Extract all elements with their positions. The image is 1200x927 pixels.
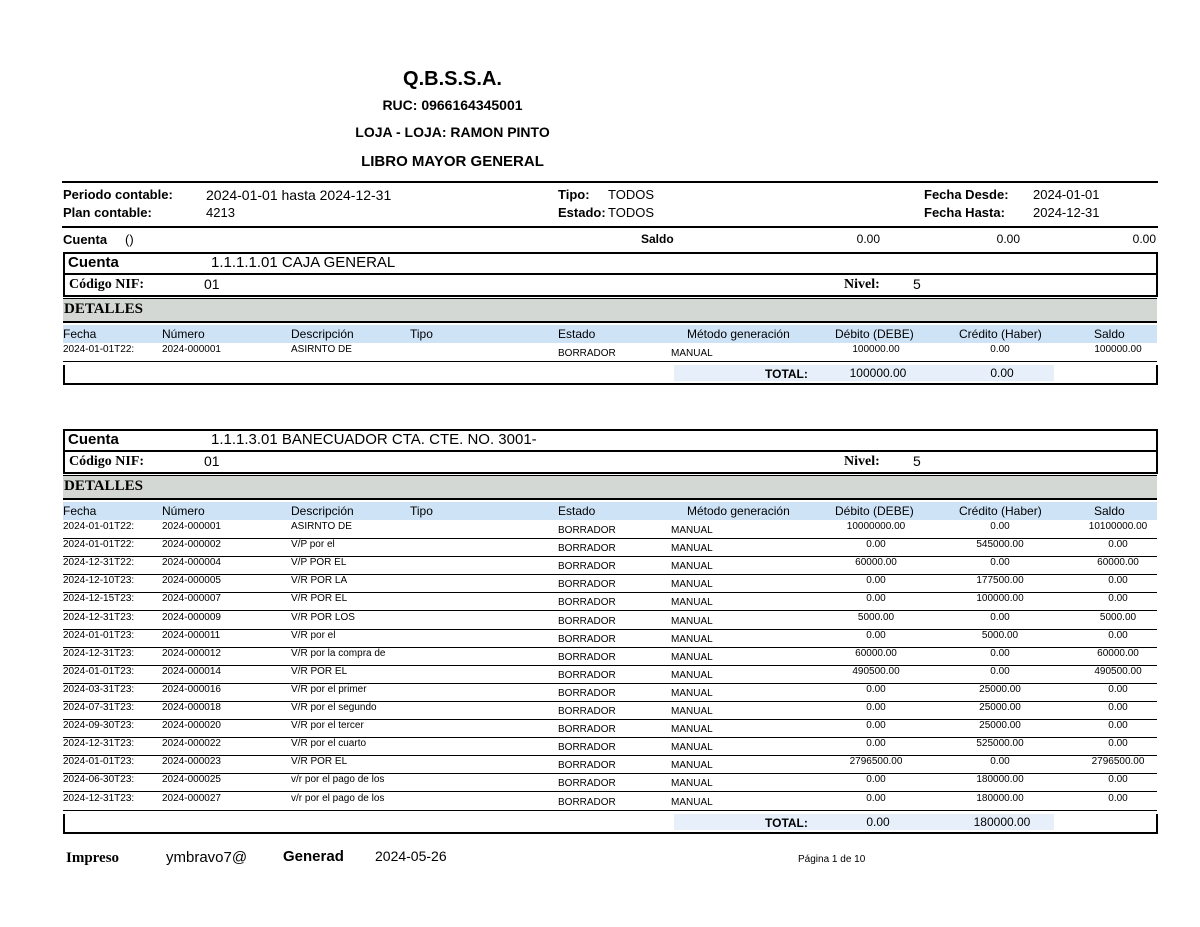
total-credito: 180000.00 [973,815,1031,829]
cell-saldo: 0.00 [1108,629,1128,641]
cell-metodo: MANUAL [671,742,713,754]
col-estado: Estado [558,504,596,518]
company-name: Q.B.S.S.A. [403,68,502,90]
col-estado: Estado [558,327,596,341]
col-descripcion: Descripción [291,327,354,341]
divider-top [62,181,1158,183]
summary-value-3: 0.00 [1132,232,1156,246]
cell-metodo: MANUAL [671,687,713,699]
cell-numero: 2024-000001 [162,344,221,355]
cell-debito: 100000.00 [852,344,900,355]
cell-fecha: 2024-01-01T22: [63,344,135,355]
cuenta-label: Cuenta [68,254,119,271]
cell-metodo: MANUAL [671,760,713,772]
cell-estado: BORRADOR [558,778,616,790]
cell-numero: 2024-000023 [162,756,221,768]
total-credito: 0.00 [990,366,1014,380]
cell-descripcion: V/R POR LA [291,575,348,587]
cell-metodo: MANUAL [671,724,713,736]
col-tipo: Tipo [410,327,433,341]
cell-saldo: 0.00 [1108,738,1128,750]
cell-numero: 2024-000009 [162,611,221,623]
generado-label: Generad [283,848,344,865]
cell-estado: BORRADOR [558,687,616,699]
cell-estado: BORRADOR [558,742,616,754]
cell-credito: 0.00 [990,665,1010,677]
detalles-header [63,475,1157,500]
cell-descripcion: ASIRNTO DE [291,344,352,355]
cell-descripcion: V/R por la compra de [291,647,386,659]
cell-descripcion: V/P POR EL [291,557,347,569]
total-debito: 0.00 [866,815,890,829]
ruc: RUC: 0966164345001 [382,97,523,113]
table-row [63,520,1157,539]
cell-estado: BORRADOR [558,579,616,591]
cell-saldo: 0.00 [1108,774,1128,786]
cell-fecha: 2024-07-31T23: [63,702,135,713]
cell-debito: 60000.00 [855,647,897,659]
fecha-hasta-label: Fecha Hasta: [924,205,1005,220]
cell-metodo: MANUAL [671,543,713,555]
col-saldo: Saldo [1094,504,1125,518]
cell-metodo: MANUAL [671,525,713,536]
cell-descripcion: V/R POR EL [291,665,348,677]
cell-numero: 2024-000014 [162,665,221,677]
location: LOJA - LOJA: RAMON PINTO [355,124,550,140]
table-row [63,592,1157,611]
cell-credito: 100000.00 [976,593,1024,605]
cell-debito: 0.00 [866,683,886,695]
table-row [63,737,1157,756]
cell-credito: 0.00 [990,344,1010,355]
cell-debito: 0.00 [866,774,886,786]
cell-credito: 5000.00 [981,629,1019,641]
cell-estado: BORRADOR [558,669,616,681]
cell-fecha: 2024-01-01T22: [63,521,135,532]
cell-numero: 2024-000005 [162,575,221,587]
cell-estado: BORRADOR [558,633,616,645]
cell-estado: BORRADOR [558,615,616,627]
cell-saldo: 0.00 [1108,702,1128,713]
cell-saldo: 0.00 [1108,683,1128,695]
fecha-hasta-value: 2024-12-31 [1033,205,1100,220]
table-row [63,343,1157,362]
cell-estado: BORRADOR [558,561,616,573]
cell-metodo: MANUAL [671,597,713,609]
cell-numero: 2024-000025 [162,774,221,786]
nif-row [63,275,1158,297]
col-numero: Número [162,504,205,518]
cell-numero: 2024-000020 [162,720,221,732]
col-fecha: Fecha [63,327,97,341]
cell-credito: 0.00 [990,756,1010,768]
cell-descripcion: V/R por el tercer [291,720,364,732]
cell-descripcion: V/R por el [291,629,336,641]
cell-numero: 2024-000011 [162,629,221,641]
col-debito: Débito (DEBE) [835,504,914,518]
cell-fecha: 2024-12-15T23: [63,593,135,605]
table-row [63,665,1157,684]
cell-credito: 180000.00 [976,792,1024,804]
cell-estado: BORRADOR [558,348,616,359]
table-row [63,755,1157,774]
fecha-desde-value: 2024-01-01 [1033,187,1100,202]
cell-saldo: 2796500.00 [1091,756,1145,768]
cuenta-value: 1.1.1.1.01 CAJA GENERAL [211,254,396,271]
col-metodo: Método generación [687,504,790,518]
cell-estado: BORRADOR [558,651,616,663]
cell-debito: 60000.00 [855,557,897,569]
fecha-desde-label: Fecha Desde: [924,187,1009,202]
cell-numero: 2024-000027 [162,792,221,804]
total-row [63,814,1158,834]
cell-debito: 0.00 [866,702,886,713]
cell-descripcion: V/R POR EL [291,593,348,605]
cell-descripcion: v/r por el pago de los [291,774,385,786]
cell-saldo: 0.00 [1108,539,1128,551]
cell-metodo: MANUAL [671,706,713,717]
cell-credito: 25000.00 [979,720,1021,732]
col-credito: Crédito (Haber) [959,327,1042,341]
detalles-header [63,298,1157,323]
col-fecha: Fecha [63,504,97,518]
cell-fecha: 2024-01-01T23: [63,629,135,641]
cell-numero: 2024-000004 [162,557,221,569]
summary-saldo-label: Saldo [641,232,674,246]
cell-descripcion: ASIRNTO DE [291,521,352,532]
cell-estado: BORRADOR [558,760,616,772]
impreso-value: ymbravo7@ [166,849,248,866]
tipo-value: TODOS [608,187,654,202]
cuenta-value: 1.1.1.3.01 BANECUADOR CTA. CTE. NO. 3001- [211,431,537,448]
cell-saldo: 0.00 [1108,593,1128,605]
cell-descripcion: V/R por el segundo [291,702,377,713]
cell-fecha: 2024-12-31T22: [63,557,135,569]
cell-fecha: 2024-06-30T23: [63,774,135,786]
detalles-label: DETALLES [64,301,143,317]
summary-value-1: 0.00 [856,232,880,246]
cell-credito: 525000.00 [976,738,1024,750]
estado-label: Estado: [558,205,606,220]
table-row [63,683,1157,702]
table-row [63,719,1157,738]
cell-numero: 2024-000001 [162,521,221,532]
cell-fecha: 2024-01-01T23: [63,756,135,768]
tipo-label: Tipo: [558,187,590,202]
cell-saldo: 0.00 [1108,792,1128,804]
codigo-nif-value: 01 [204,453,220,469]
plan-value: 4213 [206,205,235,220]
cell-descripcion: V/R por el cuarto [291,738,367,750]
table-row [63,701,1157,720]
cell-credito: 25000.00 [979,683,1021,695]
nivel-label: Nivel: [844,277,880,292]
cell-descripcion: v/r por el pago de los [291,792,385,804]
cell-numero: 2024-000022 [162,738,221,750]
cell-numero: 2024-000012 [162,647,221,659]
total-debito: 100000.00 [849,366,907,380]
nivel-value: 5 [913,453,921,469]
column-header-row [63,325,1157,343]
cell-fecha: 2024-12-31T23: [63,738,135,750]
table-row [63,647,1157,666]
account-row [63,429,1158,452]
page-number: Página 1 de 10 [798,854,866,865]
cell-fecha: 2024-12-31T23: [63,647,135,659]
cell-descripcion: V/R POR LOS [291,611,355,623]
cell-debito: 0.00 [866,539,886,551]
cell-saldo: 5000.00 [1099,611,1137,623]
cell-debito: 5000.00 [857,611,895,623]
cell-estado: BORRADOR [558,724,616,736]
cell-fecha: 2024-12-31T23: [63,792,135,804]
cell-debito: 10000000.00 [846,521,906,532]
table-row [63,629,1157,648]
table-row [63,773,1157,792]
table-row [63,792,1157,811]
cell-debito: 0.00 [866,593,886,605]
cell-fecha: 2024-09-30T23: [63,720,135,732]
cell-debito: 0.00 [866,738,886,750]
cell-credito: 0.00 [990,521,1010,532]
nivel-label: Nivel: [844,454,880,469]
cell-credito: 25000.00 [979,702,1021,713]
cell-debito: 0.00 [866,629,886,641]
table-row [63,538,1157,557]
cell-fecha: 2024-03-31T23: [63,683,135,695]
cell-estado: BORRADOR [558,706,616,717]
cell-fecha: 2024-01-01T22: [63,539,135,551]
cell-saldo: 60000.00 [1097,557,1139,569]
cell-estado: BORRADOR [558,543,616,555]
cell-metodo: MANUAL [671,579,713,591]
cell-numero: 2024-000018 [162,702,221,713]
col-saldo: Saldo [1094,327,1125,341]
cell-credito: 0.00 [990,647,1010,659]
cell-metodo: MANUAL [671,778,713,790]
cell-numero: 2024-000007 [162,593,221,605]
col-credito: Crédito (Haber) [959,504,1042,518]
codigo-nif-label: Código NIF: [69,454,145,469]
cuenta-label: Cuenta [68,431,119,448]
periodo-label: Periodo contable: [63,187,173,202]
col-debito: Débito (DEBE) [835,327,914,341]
divider-filters [62,226,1158,228]
codigo-nif-value: 01 [204,276,220,292]
cell-credito: 0.00 [990,557,1010,569]
col-metodo: Método generación [687,327,790,341]
cell-estado: BORRADOR [558,597,616,609]
cell-metodo: MANUAL [671,348,713,359]
table-row [63,556,1157,575]
cell-metodo: MANUAL [671,651,713,663]
col-descripcion: Descripción [291,504,354,518]
col-tipo: Tipo [410,504,433,518]
cell-metodo: MANUAL [671,669,713,681]
col-numero: Número [162,327,205,341]
nivel-value: 5 [913,276,921,292]
table-row [63,611,1157,630]
cell-saldo: 0.00 [1108,575,1128,587]
summary-cuenta-label: Cuenta [63,232,108,247]
cell-fecha: 2024-01-01T23: [63,665,135,677]
impreso-label: Impreso [66,850,120,866]
cell-saldo: 490500.00 [1094,665,1142,677]
cell-fecha: 2024-12-10T23: [63,575,135,587]
summary-cuenta-value: () [125,232,134,247]
cell-debito: 0.00 [866,792,886,804]
cell-estado: BORRADOR [558,796,616,808]
report-title: LIBRO MAYOR GENERAL [361,153,544,170]
cell-fecha: 2024-12-31T23: [63,611,135,623]
cell-numero: 2024-000002 [162,539,221,551]
nif-row [63,452,1158,474]
detalles-label: DETALLES [64,478,143,494]
cell-metodo: MANUAL [671,796,713,808]
cell-credito: 177500.00 [976,575,1024,587]
cell-saldo: 100000.00 [1094,344,1142,355]
total-label: TOTAL: [765,816,808,830]
cell-saldo: 60000.00 [1097,647,1139,659]
cell-numero: 2024-000016 [162,683,221,695]
cell-credito: 545000.00 [976,539,1024,551]
cell-descripcion: V/P por el [291,539,335,551]
cell-descripcion: V/R por el primer [291,683,367,695]
account-row [63,252,1158,275]
cell-debito: 2796500.00 [849,756,903,768]
cell-credito: 0.00 [990,611,1010,623]
periodo-value: 2024-01-01 hasta 2024-12-31 [206,187,392,203]
cell-metodo: MANUAL [671,561,713,573]
codigo-nif-label: Código NIF: [69,277,145,292]
column-header-row [63,502,1157,520]
total-row [63,365,1158,385]
cell-metodo: MANUAL [671,633,713,645]
cell-descripcion: V/R POR EL [291,756,348,768]
cell-debito: 0.00 [866,720,886,732]
cell-saldo: 0.00 [1108,720,1128,732]
cell-debito: 0.00 [866,575,886,587]
table-row [63,574,1157,593]
cell-saldo: 10100000.00 [1088,521,1148,532]
plan-label: Plan contable: [63,205,152,220]
estado-value: TODOS [608,205,654,220]
generado-value: 2024-05-26 [375,848,447,864]
cell-metodo: MANUAL [671,615,713,627]
cell-credito: 180000.00 [976,774,1024,786]
cell-debito: 490500.00 [852,665,900,677]
total-label: TOTAL: [765,367,808,381]
cell-estado: BORRADOR [558,525,616,536]
summary-value-2: 0.00 [996,232,1020,246]
